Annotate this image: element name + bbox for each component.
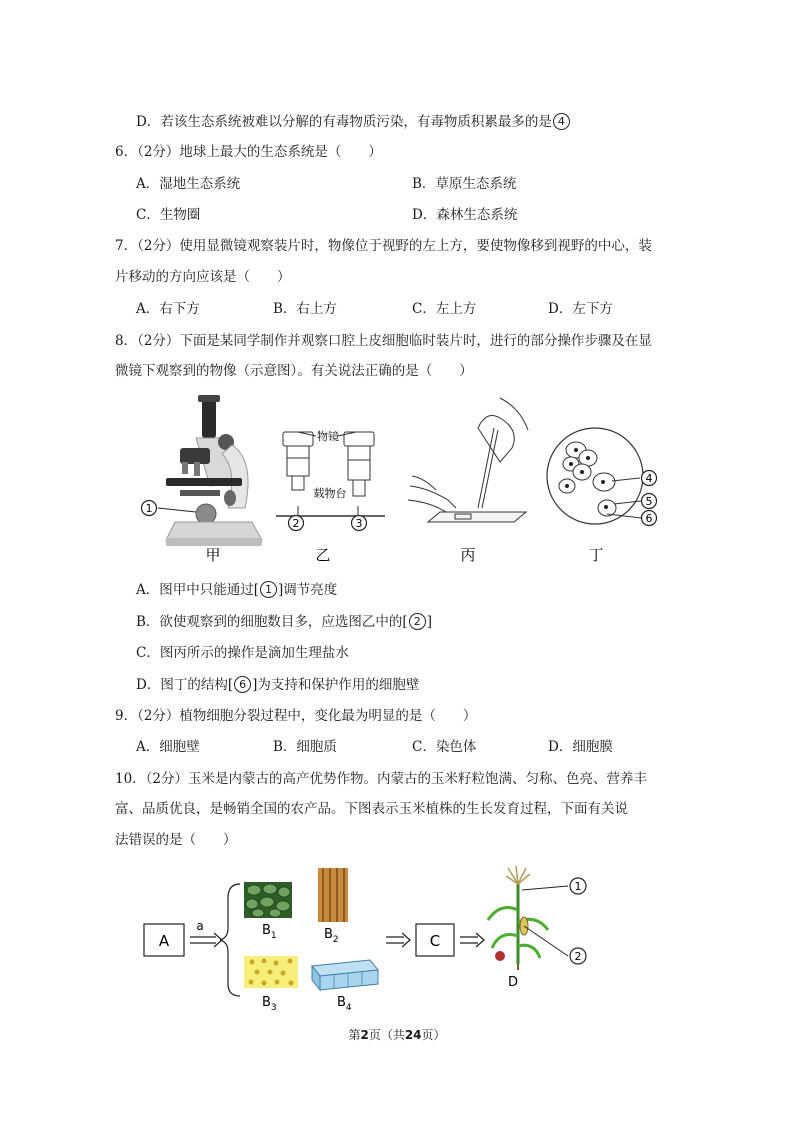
q7-stem-line1: 7．（2分）使用显微镜观察装片时，物像位于视野的左上方，要使物像移到视野的中心，装 [115,238,652,254]
q7-option-c: C．左上方 [412,301,477,317]
q9-option-b: B．细胞质 [273,739,337,755]
circle-mark-4 [642,471,657,486]
brace [220,884,240,996]
circle-mark-3 [352,516,367,531]
tissue-b1-image [244,882,292,918]
b3-label: $B_3$ [262,995,277,1012]
caption-bing: 丙 [460,546,476,564]
plant-d-label: D [507,975,519,990]
caption-ding: 丁 [588,546,604,564]
q10-stem-line2: 富、品质优良，是畅销全国的农产品。下图表示玉米植株的生长发育过程，下面有关说 [115,801,628,817]
slide-operation-illustration [408,398,528,522]
footer-mid: 页（共 [368,1028,405,1042]
double-arrow-a [190,933,222,947]
q8-option-b [136,613,432,631]
mark-4-text: 4 [645,472,653,485]
circle-mark-5 [642,494,657,509]
mark-3-text: 3 [355,517,363,530]
q9-option-c: C．染色体 [412,739,477,755]
box-c-label: C [429,932,441,950]
footer-page: 2 [360,1028,369,1042]
q7-option-d: D．左下方 [548,301,613,317]
q10-figure [0,862,794,1012]
corn-plant-illustration [488,866,568,970]
circle-mark: 4 [553,113,570,130]
footer-post: 页） [421,1028,446,1042]
q9-stem: 9．（2分）植物细胞分裂过程中，变化最为明显的是（ ） [115,708,477,724]
q8-figure [0,390,794,570]
circle-mark-6 [642,511,657,526]
circle-mark-1 [142,501,157,516]
circle-mark-2 [570,948,586,964]
q5-option-d [136,113,571,131]
footer-total: 24 [404,1028,422,1042]
box-a-label: A [158,932,170,950]
q6-stem: 6．（2分）地球上最大的生态系统是（ ） [115,144,382,160]
q10-mark-2-text: 2 [574,950,582,963]
mark-1-text: 1 [145,502,153,515]
q7-stem-line2: 片移动的方向应该是（ ） [115,269,291,285]
q9-option-d: D．细胞膜 [548,739,613,755]
objective-lenses [276,429,385,516]
q8-stem-line1: 8．（2分）下面是某同学制作并观察口腔上皮细胞临时装片时，进行的部分操作步骤及在显 [115,333,652,349]
q8-option-b-pre: B．欲使观察到的细胞数目多，应选图乙中的[ [136,614,408,630]
q8-option-d-pre: D．图丁的结构[ [136,677,234,693]
footer-pre: 第 [348,1028,361,1042]
q8-option-b-post: ] [426,614,432,630]
circle-mark-1 [570,878,586,894]
q10-mark-1-text: 1 [574,880,582,893]
cell-view-illustration [547,428,643,524]
q8-option-a-pre: A．图甲中只能通过[ [136,582,260,598]
q8-option-a-post: ]调节亮度 [278,582,338,598]
page-footer [0,1026,794,1043]
q6-option-c: C．生物圈 [136,207,201,223]
tissue-b2-image [318,868,348,922]
q8-option-d [136,676,419,694]
q7-option-a: A．右下方 [136,301,200,317]
q8-option-d-post: ]为支持和保护作用的细胞壁 [252,677,420,693]
q8-stem-line2: 微镜下观察到的物像（示意图）。有关说法正确的是（ ） [115,363,473,379]
circle-mark-2 [289,516,304,531]
b4-label: $B_4$ [337,995,352,1012]
circle-mark: 6 [234,676,251,693]
microscope-illustration [158,395,262,546]
arrow-a-label: a [196,919,204,933]
q10-stem-line3: 法错误的是（ ） [115,832,237,848]
circle-mark: 2 [409,613,426,630]
q9-option-a: A．细胞壁 [136,739,200,755]
q7-option-b: B．右上方 [273,301,337,317]
q5-option-d-text: D．若该生态系统被难以分解的有毒物质污染，有毒物质积累最多的是 [136,114,552,130]
q8-option-c: C．图丙所示的操作是滴加生理盐水 [136,645,349,661]
mark-5-text: 5 [645,495,653,508]
b2-label: $B_2$ [324,927,339,945]
stage-label: 载物台 [313,487,347,500]
mark-2-text: 2 [292,517,300,530]
caption-yi: 乙 [315,546,331,564]
q8-option-a [136,581,337,599]
q6-option-a: A．湿地生态系统 [136,176,241,192]
circle-mark: 1 [260,581,277,598]
tissue-b4-image [312,960,378,990]
caption-jia: 甲 [205,546,221,564]
q6-option-b: B．草原生态系统 [412,176,517,192]
q6-option-d: D．森林生态系统 [412,207,518,223]
mark-6-text: 6 [645,512,653,525]
double-arrow-to-c [386,933,410,947]
tissue-b3-image [244,956,298,988]
lens-label: 物镜 [317,430,339,443]
b1-label: $B_1$ [262,923,277,941]
q10-stem-line1: 10．（2分）玉米是内蒙古的高产优势作物。内蒙古的玉米籽粒饱满、匀称、色亮、营养丰 [115,771,648,787]
double-arrow-to-plant [460,933,484,947]
